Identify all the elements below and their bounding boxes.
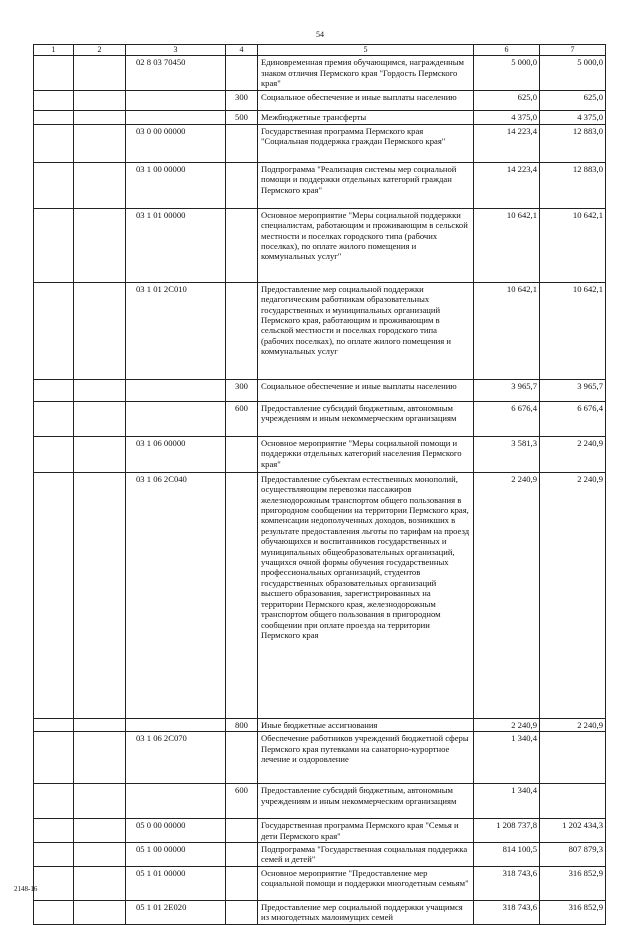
- cell-expense-kind: 300: [226, 379, 258, 401]
- cell-name: Основное мероприятие "Меры социальной помощи и поддержки отдельных категорий населения Пермского края": [258, 436, 474, 472]
- table-row: [34, 866, 606, 900]
- cell-name: Предоставление мер социальной поддержки педагогическим работникам образовательных государственных и муниципальных организаций Пермского края, работающим и проживающим в сельской местности и поселках городского типа (рабочих поселках), по оплате жилого помещения и коммунальных услуг: [258, 282, 474, 379]
- cell-amount-7: 2 240,9: [540, 436, 606, 472]
- cell-col2: [74, 732, 126, 784]
- cell-code: [126, 784, 226, 819]
- cell-code: 05 1 01 00000: [126, 866, 226, 900]
- cell-amount-7: 316 852,9: [540, 866, 606, 900]
- cell-amount-7: 6 676,4: [540, 401, 606, 436]
- cell-code: 05 0 00 00000: [126, 819, 226, 843]
- cell-name: Межбюджетные трансферты: [258, 111, 474, 124]
- cell-code: 05 1 01 2Е020: [126, 900, 226, 924]
- cell-amount-6: 814 100,5: [474, 843, 540, 867]
- cell-amount-6: 10 642,1: [474, 282, 540, 379]
- cell-code: [126, 379, 226, 401]
- cell-amount-6: 14 223,4: [474, 124, 540, 162]
- cell-amount-6: 2 240,9: [474, 718, 540, 731]
- table-row: [34, 819, 606, 843]
- cell-expense-kind: [226, 866, 258, 900]
- cell-amount-6: 625,0: [474, 91, 540, 111]
- table-header-row: [34, 45, 606, 56]
- cell-amount-6: 1 340,4: [474, 732, 540, 784]
- cell-amount-6: 318 743,6: [474, 900, 540, 924]
- cell-col1: [34, 472, 74, 718]
- cell-amount-6: 4 375,0: [474, 111, 540, 124]
- cell-expense-kind: [226, 208, 258, 282]
- cell-code: 03 1 06 2С040: [126, 472, 226, 718]
- cell-code: 03 1 01 00000: [126, 208, 226, 282]
- cell-name: Государственная программа Пермского края "Социальная поддержка граждан Пермского края": [258, 124, 474, 162]
- cell-col1: [34, 208, 74, 282]
- cell-col1: [34, 124, 74, 162]
- cell-name: Единовременная премия обучающимся, награжденным знаком отличия Пермского края "Гордость Пермского края": [258, 56, 474, 91]
- cell-expense-kind: [226, 282, 258, 379]
- cell-col2: [74, 111, 126, 124]
- table-row: [34, 56, 606, 91]
- cell-col2: [74, 91, 126, 111]
- cell-name: Предоставление мер социальной поддержки учащимся из многодетных малоимущих семей: [258, 900, 474, 924]
- cell-name: Иные бюджетные ассигнования: [258, 718, 474, 731]
- cell-expense-kind: [226, 436, 258, 472]
- cell-expense-kind: 600: [226, 401, 258, 436]
- cell-amount-6: 1 340,4: [474, 784, 540, 819]
- budget-table: [33, 44, 606, 925]
- header-cell: 5: [258, 45, 474, 56]
- cell-name: Основное мероприятие "Меры социальной поддержки специалистам, работающим и проживающим в сельской местности и поселках городского типа (рабочих поселках), по оплате жилого помещения и коммунальных услуг": [258, 208, 474, 282]
- cell-amount-6: 14 223,4: [474, 162, 540, 208]
- cell-col2: [74, 819, 126, 843]
- cell-amount-6: 10 642,1: [474, 208, 540, 282]
- cell-col1: [34, 282, 74, 379]
- cell-amount-7: 12 883,0: [540, 124, 606, 162]
- cell-amount-7: 625,0: [540, 91, 606, 111]
- cell-code: 03 1 06 00000: [126, 436, 226, 472]
- cell-expense-kind: [226, 124, 258, 162]
- cell-col2: [74, 162, 126, 208]
- cell-amount-6: 1 208 737,8: [474, 819, 540, 843]
- table-row: [34, 379, 606, 401]
- cell-amount-6: 5 000,0: [474, 56, 540, 91]
- cell-code: 05 1 00 00000: [126, 843, 226, 867]
- cell-col1: [34, 843, 74, 867]
- cell-expense-kind: [226, 843, 258, 867]
- cell-amount-7: 1 202 434,3: [540, 819, 606, 843]
- table-row: [34, 91, 606, 111]
- cell-name: Предоставление субсидий бюджетным, автономным учреждениям и иным некоммерческим организациям: [258, 401, 474, 436]
- cell-col1: [34, 162, 74, 208]
- cell-name: Предоставление субъектам естественных монополий, осуществляющим перевозки пассажиров железнодорожным транспортом общего пользования в пригородном сообщении на территории Пермского края, компенсации недополученных доходов, возникших в результате предоставления льготы по тарифам на проезд обучающихся и воспитанников государственных и муниципальных общеобразовательных организаций, учащихся очной формы обучения государственных профессиональных организаций, студентов государственных образовательных организаций высшего образования, зарегистрированных на территории Пермского края, железнодорожным транспортом общего пользования в пригородном сообщении при оплате проезда на территории Пермского края: [258, 472, 474, 718]
- cell-amount-6: 3 581,3: [474, 436, 540, 472]
- cell-amount-6: 318 743,6: [474, 866, 540, 900]
- cell-code: 03 1 01 2С010: [126, 282, 226, 379]
- cell-expense-kind: [226, 472, 258, 718]
- table-row: [34, 784, 606, 819]
- cell-amount-7: 2 240,9: [540, 472, 606, 718]
- cell-col2: [74, 379, 126, 401]
- page-number: 54: [316, 30, 324, 39]
- header-cell: 7: [540, 45, 606, 56]
- table-row: [34, 111, 606, 124]
- cell-col1: [34, 56, 74, 91]
- cell-col1: [34, 866, 74, 900]
- cell-col2: [74, 900, 126, 924]
- cell-amount-7: 2 240,9: [540, 718, 606, 731]
- cell-col1: [34, 718, 74, 731]
- header-cell: 6: [474, 45, 540, 56]
- header-cell: 4: [226, 45, 258, 56]
- table-row: [34, 436, 606, 472]
- cell-name: Подпрограмма "Реализация системы мер социальной помощи и поддержки отдельных категорий граждан Пермского края": [258, 162, 474, 208]
- cell-code: [126, 718, 226, 731]
- cell-amount-7: 3 965,7: [540, 379, 606, 401]
- cell-name: Подпрограмма "Государственная социальная поддержка семей и детей": [258, 843, 474, 867]
- cell-col1: [34, 379, 74, 401]
- cell-amount-7: [540, 784, 606, 819]
- table-row: [34, 718, 606, 731]
- cell-col2: [74, 472, 126, 718]
- header-cell: 2: [74, 45, 126, 56]
- cell-amount-7: 5 000,0: [540, 56, 606, 91]
- cell-code: [126, 401, 226, 436]
- cell-col1: [34, 819, 74, 843]
- cell-col1: [34, 91, 74, 111]
- header-cell: 1: [34, 45, 74, 56]
- cell-col1: [34, 111, 74, 124]
- cell-expense-kind: [226, 56, 258, 91]
- cell-col2: [74, 401, 126, 436]
- cell-col2: [74, 436, 126, 472]
- cell-amount-6: 2 240,9: [474, 472, 540, 718]
- cell-name: Государственная программа Пермского края "Семья и дети Пермского края": [258, 819, 474, 843]
- table-row: [34, 401, 606, 436]
- cell-col2: [74, 124, 126, 162]
- cell-col2: [74, 718, 126, 731]
- cell-amount-7: 316 852,9: [540, 900, 606, 924]
- header-cell: 3: [126, 45, 226, 56]
- cell-amount-6: 3 965,7: [474, 379, 540, 401]
- cell-amount-7: 10 642,1: [540, 282, 606, 379]
- cell-col2: [74, 208, 126, 282]
- cell-expense-kind: [226, 162, 258, 208]
- cell-code: 03 0 00 00000: [126, 124, 226, 162]
- table-row: [34, 124, 606, 162]
- cell-amount-6: 6 676,4: [474, 401, 540, 436]
- table-row: [34, 472, 606, 718]
- cell-col1: [34, 900, 74, 924]
- cell-expense-kind: 500: [226, 111, 258, 124]
- cell-code: [126, 111, 226, 124]
- cell-expense-kind: 300: [226, 91, 258, 111]
- table-row: [34, 208, 606, 282]
- cell-expense-kind: 600: [226, 784, 258, 819]
- cell-code: 03 1 00 00000: [126, 162, 226, 208]
- cell-expense-kind: [226, 819, 258, 843]
- cell-col2: [74, 866, 126, 900]
- cell-name: Предоставление субсидий бюджетным, автономным учреждениям и иным некоммерческим организациям: [258, 784, 474, 819]
- cell-code: [126, 91, 226, 111]
- cell-col2: [74, 784, 126, 819]
- cell-amount-7: 10 642,1: [540, 208, 606, 282]
- cell-col1: [34, 732, 74, 784]
- cell-amount-7: [540, 732, 606, 784]
- cell-code: 03 1 06 2С070: [126, 732, 226, 784]
- table-row: [34, 843, 606, 867]
- cell-col2: [74, 56, 126, 91]
- cell-amount-7: 12 883,0: [540, 162, 606, 208]
- cell-col2: [74, 843, 126, 867]
- footer-code: 2148-16: [14, 885, 38, 893]
- cell-amount-7: 4 375,0: [540, 111, 606, 124]
- cell-name: Основное мероприятие "Предоставление мер социальной помощи и поддержки многодетным семьям": [258, 866, 474, 900]
- table-row: [34, 732, 606, 784]
- cell-expense-kind: 800: [226, 718, 258, 731]
- cell-col1: [34, 784, 74, 819]
- cell-name: Социальное обеспечение и иные выплаты населению: [258, 91, 474, 111]
- cell-name: Социальное обеспечение и иные выплаты населению: [258, 379, 474, 401]
- cell-col1: [34, 436, 74, 472]
- cell-col2: [74, 282, 126, 379]
- cell-amount-7: 807 879,3: [540, 843, 606, 867]
- cell-name: Обеспечение работников учреждений бюджетной сферы Пермского края путевками на санаторно-курортное лечение и оздоровление: [258, 732, 474, 784]
- cell-expense-kind: [226, 732, 258, 784]
- cell-code: 02 8 03 70450: [126, 56, 226, 91]
- table-row: [34, 162, 606, 208]
- table-row: [34, 900, 606, 924]
- table-row: [34, 282, 606, 379]
- cell-expense-kind: [226, 900, 258, 924]
- cell-col1: [34, 401, 74, 436]
